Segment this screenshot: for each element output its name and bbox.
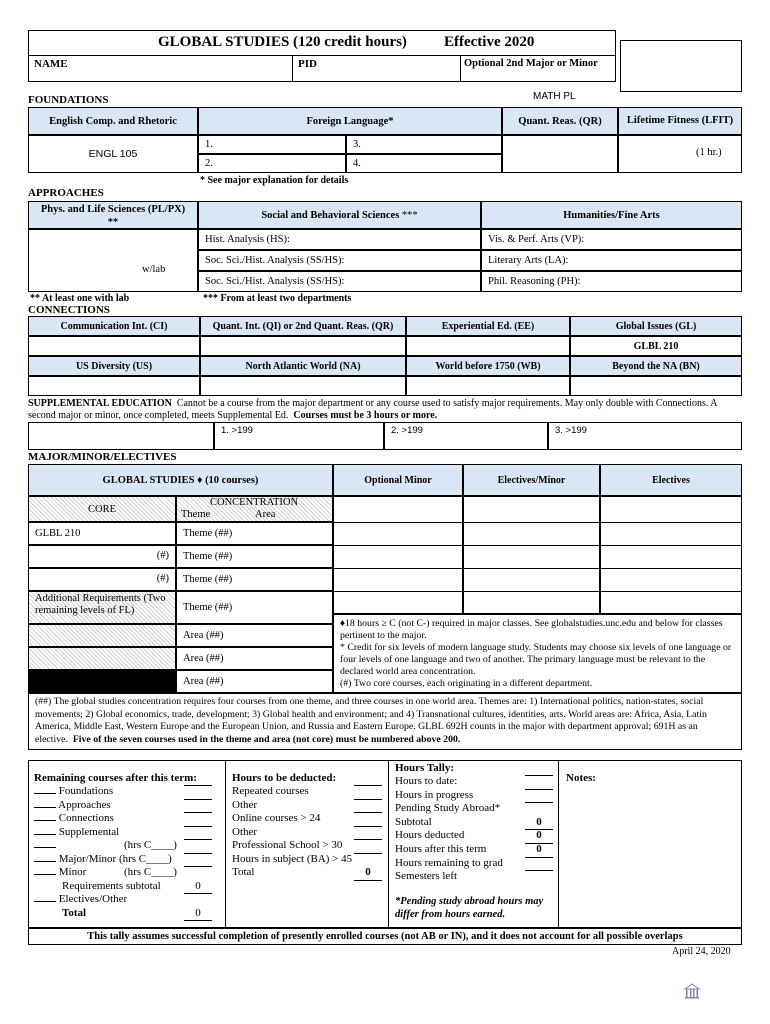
fl-slot-2[interactable]: 2. — [198, 154, 346, 173]
math-pl: MATH PL — [533, 91, 576, 102]
north-atlantic-cell[interactable] — [200, 376, 406, 396]
us-diversity-header: US Diversity (US) — [28, 356, 200, 376]
theme-row-2[interactable]: Theme (##) — [176, 545, 333, 568]
supplemental-line-1: SUPPLEMENTAL EDUCATION Cannot be a course from the major department or any course used to satisfy major requirements. May only double with Connections. A — [28, 398, 718, 409]
deducted-list: Repeated courses Other Online courses > 24 Other Professional School > 30 Hours in subject (BA) > 45 Total 0 — [232, 785, 384, 880]
exp-ed-cell[interactable] — [406, 336, 570, 356]
world-before-1750-cell[interactable] — [406, 376, 570, 396]
photo-box — [620, 40, 742, 92]
fl-level-2[interactable] — [28, 647, 176, 670]
phil-reasoning-cell[interactable]: Phil. Reasoning (PH): — [481, 271, 742, 292]
core-course-1[interactable]: (#) — [28, 545, 176, 568]
comm-int-cell[interactable] — [28, 336, 200, 356]
supplemental-line-2: second major or minor, once completed, meets Supplemental Ed. Courses must be 3 hours or more. — [28, 410, 438, 421]
concentration-paragraph: (##) The global studies concentration requires four courses from one theme, and three courses in one world area. Themes are: 1) International politics, nation-states, social movements; 2) Global economics, trade, development; 3) Global health and environment; and 4) Transnational cultures, identities, arts. World areas are: Africa, Asia, Latin America, Middle East, Western Europe and the European Union, and Russia and Eastern Europe. GLBL 692H counts in the major with department approval; 691H as an elective. Five of the seven courses used in the theme and area (not core) must be numbered above 200. — [28, 693, 742, 750]
area-row-3[interactable]: Area (##) — [176, 670, 333, 693]
fl-level-1[interactable] — [28, 624, 176, 647]
quant-reas-cell[interactable] — [502, 135, 618, 173]
us-diversity-cell[interactable] — [28, 376, 200, 396]
glbl-210-core: GLBL 210 — [28, 522, 176, 545]
core-header: CORE — [28, 496, 176, 522]
supplemental-slot-3[interactable]: 3. >199 — [548, 422, 742, 450]
electives-cell[interactable] — [600, 496, 742, 614]
approaches-note-2: *** From at least two departments — [203, 293, 352, 304]
soc-sci-cell-2[interactable]: Soc. Sci./Hist. Analysis (SS/HS): — [198, 271, 481, 292]
additional-requirements: Additional Requirements (Two remaining levels of FL) — [28, 591, 176, 624]
lifetime-fitness-cell[interactable] — [618, 135, 742, 173]
fl-slot-3[interactable]: 3. — [346, 135, 502, 154]
notes-area[interactable] — [558, 785, 742, 928]
hours-list: Hours to date: Hours in progress Pending Study Abroad* Subtotal 0 Hours deducted 0 Hours after this term 0 Hours remaining to grad Semesters left — [395, 775, 555, 884]
wlab-label: w/lab — [142, 264, 166, 275]
vis-perf-arts-cell[interactable]: Vis. & Perf. Arts (VP): — [481, 229, 742, 250]
form-title: GLOBAL STUDIES (120 credit hours) — [158, 34, 407, 50]
fl-slot-1[interactable]: 1. — [198, 135, 346, 154]
approaches-heading: APPROACHES — [28, 187, 104, 199]
foundations-heading: FOUNDATIONS — [28, 94, 109, 106]
blacked-out-cell — [28, 670, 176, 693]
optional-minor-cell[interactable] — [333, 496, 463, 614]
supplemental-slot-1[interactable]: 1. >199 — [214, 422, 384, 450]
remaining-title: Remaining courses after this term: — [34, 772, 197, 784]
name-label: NAME — [34, 58, 68, 70]
foundations-note: * See major explanation for details — [200, 175, 349, 186]
major-notes-box: ♦18 hours ≥ C (not C-) required in major classes. See globalstudies.unc.edu and below for classes pertinent to the major. * Credit for six levels of modern language study. Students may choose six levels of one language or four levels of one language and two of another. The primary language must be relevant to the declared world area concentration. (#) Two core courses, each originating in a different department. — [333, 614, 742, 693]
beyond-na-header: Beyond the NA (BN) — [570, 356, 742, 376]
soc-sci-cell-1[interactable]: Soc. Sci./Hist. Analysis (SS/HS): — [198, 250, 481, 271]
fl-slot-4[interactable]: 4. — [346, 154, 502, 173]
theme-row-3[interactable]: Theme (##) — [176, 568, 333, 591]
quant-reas-header: Quant. Reas. (QR) — [502, 107, 618, 135]
optional-minor-header: Optional Minor — [333, 464, 463, 496]
global-studies-header: GLOBAL STUDIES ♦ (10 courses) — [28, 464, 333, 496]
humanities-header: Humanities/Fine Arts — [481, 201, 742, 229]
electives-header: Electives — [600, 464, 742, 496]
remaining-list: Foundations Approaches Connections Supplemental (hrs C____) Major/Minor (hrs C____) Minor (hrs C____) Requirements subtotal 0 Electives/Other Total 0 — [34, 785, 219, 920]
exp-ed-header: Experiential Ed. (EE) — [406, 316, 570, 336]
hours-tally-title: Hours Tally: — [395, 762, 454, 774]
area-row-1[interactable]: Area (##) — [176, 624, 333, 647]
deducted-title: Hours to be deducted: — [232, 772, 337, 784]
notes-label: Notes: — [566, 772, 596, 784]
quant-int-cell[interactable] — [200, 336, 406, 356]
english-comp-header: English Comp. and Rhetoric — [28, 107, 198, 135]
optional-major-label: Optional 2nd Major or Minor — [464, 58, 598, 69]
north-atlantic-header: North Atlantic World (NA) — [200, 356, 406, 376]
foreign-language-header: Foreign Language* — [198, 107, 502, 135]
supplemental-slot-2[interactable]: 2. >199 — [384, 422, 548, 450]
major-heading: MAJOR/MINOR/ELECTIVES — [28, 451, 177, 463]
area-row-2[interactable]: Area (##) — [176, 647, 333, 670]
quant-int-header: Quant. Int. (QI) or 2nd Quant. Reas. (QR) — [200, 316, 406, 336]
engl-105: ENGL 105 — [28, 135, 198, 173]
electives-minor-header: Electives/Minor — [463, 464, 600, 496]
concentration-header: CONCENTRATION Theme Area — [176, 496, 333, 522]
social-sciences-header: Social and Behavioral Sciences *** — [198, 201, 481, 229]
world-before-1750-header: World before 1750 (WB) — [406, 356, 570, 376]
pid-label: PID — [298, 58, 317, 70]
core-course-2[interactable]: (#) — [28, 568, 176, 591]
phys-sciences-header: Phys. and Life Sciences (PL/PX) ** — [28, 201, 198, 229]
hist-analysis-cell[interactable]: Hist. Analysis (HS): — [198, 229, 481, 250]
beyond-na-cell[interactable] — [570, 376, 742, 396]
lifetime-hr: (1 hr.) — [696, 147, 722, 158]
lifetime-fitness-header: Lifetime Fitness (LFIT) — [618, 107, 742, 135]
comm-int-header: Communication Int. (CI) — [28, 316, 200, 336]
supplemental-blank — [28, 422, 214, 450]
literary-arts-cell[interactable]: Literary Arts (LA): — [481, 250, 742, 271]
effective-date: Effective 2020 — [444, 34, 535, 50]
global-issues-header: Global Issues (GL) — [570, 316, 742, 336]
tally-footer: This tally assumes successful completion of presently enrolled courses (not AB or IN), and it does not account for all possible overlaps — [28, 928, 742, 945]
electives-minor-cell[interactable] — [463, 496, 600, 614]
theme-row-1[interactable]: Theme (##) — [176, 522, 333, 545]
theme-row-4[interactable]: Theme (##) — [176, 591, 333, 624]
approaches-note-1: ** At least one with lab — [30, 293, 130, 304]
glbl-210-cell: GLBL 210 — [570, 336, 742, 356]
phys-sciences-cell[interactable] — [28, 229, 198, 292]
revision-date: April 24, 2020 — [672, 946, 731, 957]
unc-well-logo — [683, 982, 701, 1000]
pending-note: *Pending study abroad hours may differ from hours earned. — [395, 896, 544, 920]
connections-heading: CONNECTIONS — [28, 304, 110, 316]
